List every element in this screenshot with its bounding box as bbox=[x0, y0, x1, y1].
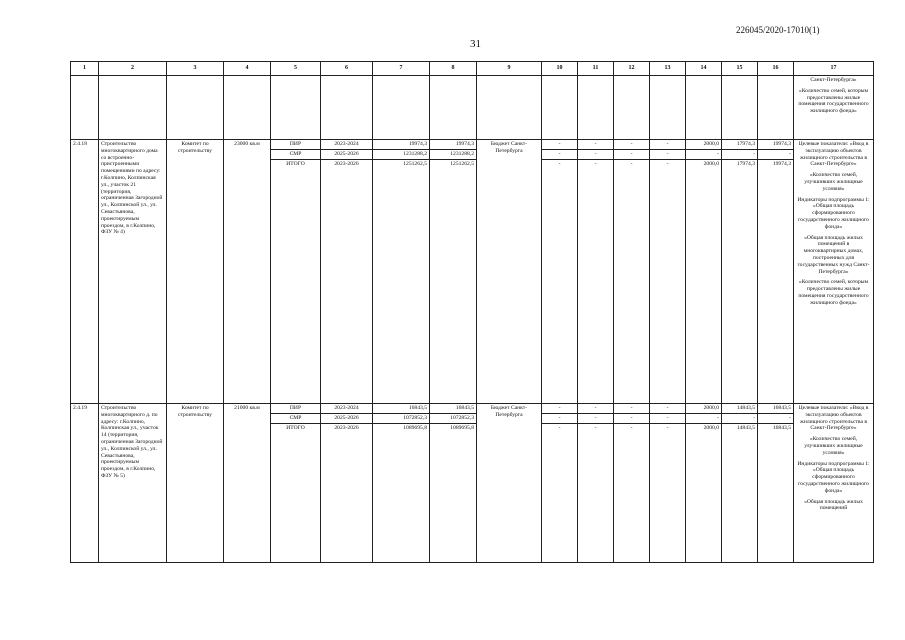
year-value: 19974,3 bbox=[758, 140, 794, 150]
funding-amount: 1072852,3 bbox=[430, 414, 477, 424]
period: 2025-2026 bbox=[321, 414, 373, 424]
empty-cell bbox=[686, 76, 722, 140]
year-value: 16843,5 bbox=[758, 424, 794, 563]
header-cell: 11 bbox=[578, 62, 614, 76]
indicators-cell bbox=[794, 404, 874, 563]
year-value: - bbox=[614, 150, 650, 160]
empty-cell bbox=[758, 76, 794, 140]
indicators-cell bbox=[794, 140, 874, 404]
year-value: - bbox=[578, 414, 614, 424]
year-value: - bbox=[542, 414, 578, 424]
year-value: 2000,0 bbox=[686, 424, 722, 563]
item-number: 2.4.18 bbox=[71, 140, 99, 404]
year-value: - bbox=[650, 160, 686, 404]
year-value: - bbox=[686, 414, 722, 424]
header-cell: 1 bbox=[71, 62, 99, 76]
stage: ПИР bbox=[271, 404, 321, 414]
indicator-text: Целевые показатели: «Ввод в эксплуатацию объектов жилищного строительства в Санкт-Петербурге» bbox=[798, 405, 869, 432]
year-value: - bbox=[686, 150, 722, 160]
empty-cell bbox=[167, 76, 224, 140]
capacity: 23000 кв.м bbox=[224, 140, 271, 404]
funding-amount: 1231288,2 bbox=[430, 150, 477, 160]
funding-amount: 1089695,8 bbox=[430, 424, 477, 563]
project-row bbox=[71, 404, 874, 414]
empty-cell bbox=[430, 76, 477, 140]
empty-cell bbox=[271, 76, 321, 140]
stage: СМР bbox=[271, 414, 321, 424]
header-cell: 8 bbox=[430, 62, 477, 76]
stage: ИТОГО bbox=[271, 160, 321, 404]
year-value: 17974,3 bbox=[722, 160, 758, 404]
year-value: 16843,5 bbox=[758, 404, 794, 414]
year-value: - bbox=[758, 150, 794, 160]
executor: Комитет по строительству bbox=[167, 140, 224, 404]
header-cell: 6 bbox=[321, 62, 373, 76]
year-value: - bbox=[578, 424, 614, 563]
project-row bbox=[71, 140, 874, 150]
year-value: - bbox=[542, 160, 578, 404]
object-name: Строительство многоквартирного д. по адресу: г.Колпино, Колпинская ул., участок 14 (территория, ограниченная Загородной ул., Колпинской ул., ул. Севастьянова, проектируемым проездом, в г.Колпино, ФЗУ № 5) bbox=[99, 404, 167, 563]
year-value: - bbox=[758, 414, 794, 424]
empty-cell bbox=[542, 76, 578, 140]
year-value: - bbox=[578, 160, 614, 404]
empty-cell bbox=[71, 76, 99, 140]
indicator-text: Индикаторы подпрограммы 1: «Общая площадь сформированного государственного жилищного фонда» bbox=[797, 196, 870, 230]
item-number: 2.4.19 bbox=[71, 404, 99, 563]
year-value: - bbox=[542, 140, 578, 150]
year-value: - bbox=[650, 404, 686, 414]
indicator-text: «Количество семей, которым предоставлены жилые помещения государственного жилищного фонда» bbox=[798, 279, 869, 306]
executor: Комитет по строительству bbox=[167, 404, 224, 563]
period: 2025-2026 bbox=[321, 150, 373, 160]
header-cell: 12 bbox=[614, 62, 650, 76]
empty-cell bbox=[650, 76, 686, 140]
indicators-cell bbox=[794, 76, 874, 140]
year-value: - bbox=[578, 140, 614, 150]
header-cell: 5 bbox=[271, 62, 321, 76]
indicator-text: Целевые показатели: «Ввод в эксплуатацию объектов жилищного строительства в Санкт-Петербурге» bbox=[798, 141, 869, 168]
year-value: - bbox=[614, 160, 650, 404]
funding-source: Бюджет Санкт-Петербурга bbox=[477, 404, 542, 563]
program-table bbox=[70, 61, 874, 563]
total-cost: 1231288,2 bbox=[373, 150, 430, 160]
year-value: - bbox=[542, 424, 578, 563]
year-value: 14843,5 bbox=[722, 424, 758, 563]
total-cost: 1251262,5 bbox=[373, 160, 430, 404]
empty-cell bbox=[578, 76, 614, 140]
header-cell: 13 bbox=[650, 62, 686, 76]
total-cost: 1072852,3 bbox=[373, 414, 430, 424]
total-cost: 16843,5 bbox=[373, 404, 430, 414]
funding-amount: 1251262,5 bbox=[430, 160, 477, 404]
year-value: - bbox=[722, 414, 758, 424]
funding-amount: 19974,3 bbox=[430, 140, 477, 150]
indicator-text: «Количество семей, улучшивших жилищные условия» bbox=[804, 172, 863, 192]
period: 2023-2026 bbox=[321, 424, 373, 563]
year-value: - bbox=[650, 414, 686, 424]
stage: ПИР bbox=[271, 140, 321, 150]
header-cell: 3 bbox=[167, 62, 224, 76]
header-cell: 9 bbox=[477, 62, 542, 76]
object-name: Строительство многоквартирного дома со встроенно-пристроенными помещениями по адресу: г.Колпино, Колпинская ул., участок 21 (территория, ограниченная Загородной ул., Колпинской ул., ул. Севастьянова, проектируемым проездом, в г.Колпино, ФЗУ № 4) bbox=[99, 140, 167, 404]
year-value: 2000,0 bbox=[686, 404, 722, 414]
year-value: - bbox=[542, 150, 578, 160]
year-value: - bbox=[650, 140, 686, 150]
stage: ИТОГО bbox=[271, 424, 321, 563]
header-cell: 15 bbox=[722, 62, 758, 76]
document-number: 226045/2020-17010(1) bbox=[736, 25, 820, 35]
total-cost: 19974,3 bbox=[373, 140, 430, 150]
empty-cell bbox=[373, 76, 430, 140]
indicator-text: «Количество семей, улучшивших жилищные условия» bbox=[804, 436, 863, 456]
indicator-text: «Общая площадь жилых помещений в многоквартирных домах, построенных для государственных нужд Санкт-Петербурга» bbox=[797, 234, 870, 275]
capacity: 21000 кв.м bbox=[224, 404, 271, 563]
empty-cell bbox=[224, 76, 271, 140]
period: 2023-2024 bbox=[321, 404, 373, 414]
period: 2023-2026 bbox=[321, 160, 373, 404]
indicator-text: Индикаторы подпрограммы 1: «Общая площадь сформированного государственного жилищного фонда» bbox=[797, 460, 870, 494]
year-value: 17974,3 bbox=[722, 140, 758, 150]
indicator-text: Санкт-Петербурга» bbox=[810, 77, 857, 83]
year-value: - bbox=[614, 414, 650, 424]
period: 2023-2024 bbox=[321, 140, 373, 150]
header-cell: 2 bbox=[99, 62, 167, 76]
header-cell: 17 bbox=[794, 62, 874, 76]
year-value: 14843,5 bbox=[722, 404, 758, 414]
indicator-text: «Количество семей, которым предоставлены жилые помещения государственного жилищного фонда» bbox=[798, 87, 869, 115]
header-cell: 10 bbox=[542, 62, 578, 76]
empty-cell bbox=[321, 76, 373, 140]
empty-cell bbox=[477, 76, 542, 140]
empty-cell bbox=[614, 76, 650, 140]
year-value: 2000,0 bbox=[686, 140, 722, 150]
stage: СМР bbox=[271, 150, 321, 160]
year-value: 2000,0 bbox=[686, 160, 722, 404]
total-cost: 1089695,8 bbox=[373, 424, 430, 563]
continuation-row bbox=[71, 76, 874, 140]
year-value: - bbox=[650, 424, 686, 563]
year-value: - bbox=[614, 140, 650, 150]
year-value: - bbox=[578, 404, 614, 414]
funding-amount: 16843,5 bbox=[430, 404, 477, 414]
year-value: - bbox=[578, 150, 614, 160]
header-cell: 14 bbox=[686, 62, 722, 76]
header-row bbox=[71, 62, 874, 76]
year-value: - bbox=[722, 150, 758, 160]
empty-cell bbox=[99, 76, 167, 140]
year-value: - bbox=[614, 404, 650, 414]
indicator-text: «Общая площадь жилых помещений bbox=[804, 498, 863, 512]
header-cell: 16 bbox=[758, 62, 794, 76]
empty-cell bbox=[722, 76, 758, 140]
header-cell: 4 bbox=[224, 62, 271, 76]
page-number: 31 bbox=[470, 38, 481, 50]
year-value: 19974,3 bbox=[758, 160, 794, 404]
funding-source: Бюджет Санкт-Петербурга bbox=[477, 140, 542, 404]
year-value: - bbox=[614, 424, 650, 563]
year-value: - bbox=[650, 150, 686, 160]
year-value: - bbox=[542, 404, 578, 414]
header-cell: 7 bbox=[373, 62, 430, 76]
